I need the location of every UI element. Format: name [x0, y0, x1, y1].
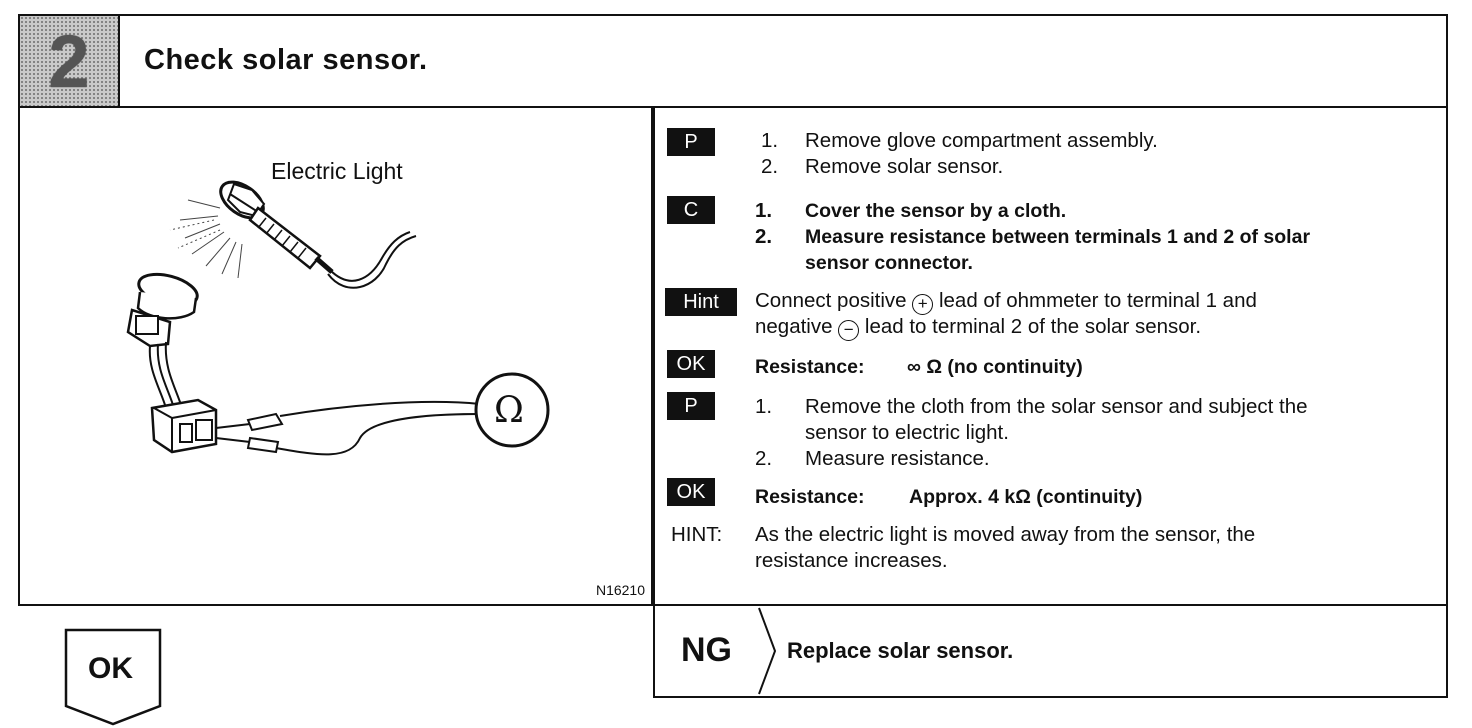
step-index: 2. — [755, 225, 773, 248]
procedure-tag: P — [667, 392, 715, 420]
solar-sensor-icon — [128, 269, 201, 408]
step-index: 1. — [761, 129, 779, 152]
resistance-value: ∞ Ω (no continuity) — [907, 356, 1083, 378]
hint-label: HINT: — [671, 523, 723, 546]
step-title: Check solar sensor. — [144, 44, 428, 76]
ohm-symbol: Ω — [494, 390, 524, 431]
step-text: sensor connector. — [805, 252, 973, 274]
light-rays — [170, 200, 242, 278]
step-header — [18, 14, 1448, 108]
hint-line-2 — [755, 314, 1201, 341]
minus-symbol: − — [838, 320, 859, 341]
ng-divider-chevron — [757, 606, 779, 696]
hint-text: resistance increases. — [755, 549, 948, 572]
step-index: 2. — [761, 155, 779, 178]
resistance-label: Resistance: — [755, 356, 865, 378]
resistance-value: Approx. 4 kΩ (continuity) — [909, 486, 1143, 508]
ng-result-box — [653, 606, 1448, 698]
hint-text: As the electric light is moved away from the sensor, the — [755, 523, 1256, 546]
step-index: 1. — [755, 199, 773, 222]
electric-light-label: Electric Light — [271, 158, 403, 184]
step-index: 1. — [755, 395, 773, 418]
instruction-panel — [653, 108, 1448, 606]
illustration-panel — [18, 108, 653, 606]
step-text: Cover the sensor by a cloth. — [805, 200, 1067, 222]
electric-light-icon — [214, 175, 416, 288]
hint-text: lead of ohmmeter to terminal 1 and — [933, 289, 1257, 312]
resistance-label: Resistance: — [755, 486, 865, 508]
hint-text: negative — [755, 315, 839, 338]
step-index: 2. — [755, 447, 773, 470]
hint-text: Connect positive — [755, 289, 913, 312]
step-text: Remove solar sensor. — [805, 155, 1004, 178]
hint-tag: Hint — [665, 288, 737, 316]
hint-text: lead to terminal 2 of the solar sensor. — [859, 315, 1202, 338]
step-number-box — [20, 16, 120, 106]
step-text: Measure resistance between terminals 1 and 2 of solar — [805, 226, 1311, 248]
plus-symbol: + — [912, 294, 933, 315]
ng-action: Replace solar sensor. — [787, 638, 1014, 663]
ng-label: NG — [681, 631, 732, 669]
check-tag: C — [667, 196, 715, 224]
figure-id: N16210 — [595, 582, 645, 598]
ohmmeter-leads — [216, 402, 480, 454]
step-number: 2 — [48, 20, 90, 103]
ok-tag: OK — [667, 478, 715, 506]
hint-line-1 — [755, 288, 1257, 315]
sensor-connector-icon — [152, 400, 216, 452]
step-text: Remove glove compartment assembly. — [805, 129, 1158, 152]
ok-result-label: OK — [88, 652, 133, 685]
step-text: sensor to electric light. — [805, 421, 1009, 444]
procedure-tag: P — [667, 128, 715, 156]
step-text: Measure resistance. — [805, 447, 990, 470]
step-text: Remove the cloth from the solar sensor and subject the — [805, 395, 1308, 418]
ok-tag: OK — [667, 350, 715, 378]
